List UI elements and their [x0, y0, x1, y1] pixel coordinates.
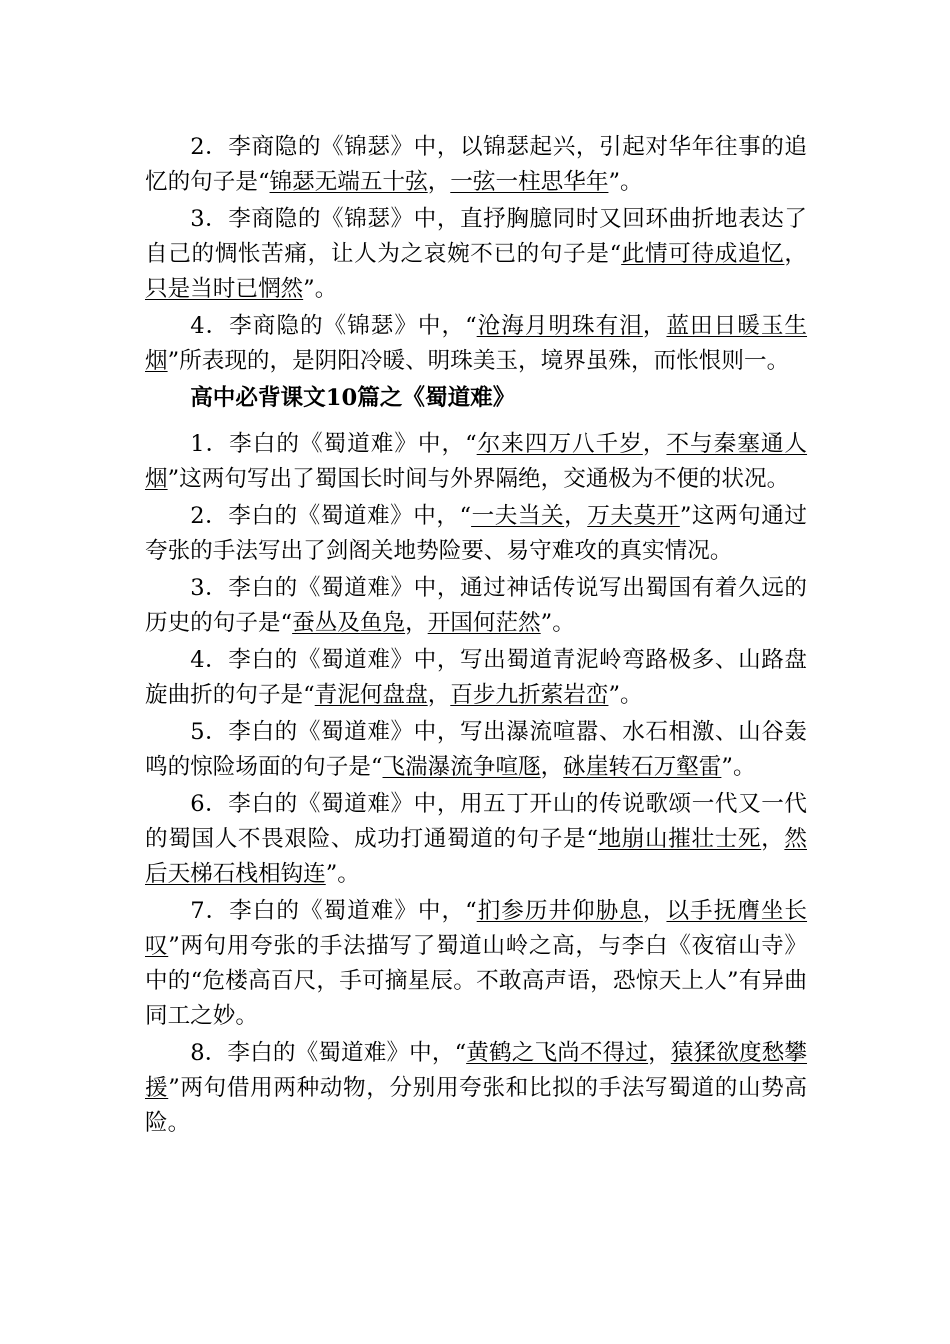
- section-jinse: [145, 130, 807, 379]
- list-item: 7．李白的《蜀道难》中，“扪参历井仰胁息，以手抚膺坐长叹”两句用夸张的手法描写了蜀道山岭之高，与李白《夜宿山寺》中的“危楼高百尺，手可摘星辰。不敢高声语，恐惊天上人”有异曲同工之妙。: [145, 898, 808, 1029]
- list-item: 3．李商隐的《锦瑟》中，直抒胸臆同时又回环曲折地表达了自己的惆怅苦痛，让人为之哀婉不已的句子是“此情可待成追忆，只是当时已惘然”。: [145, 206, 807, 302]
- underlined-answer: 蓝田日暖玉生烟: [145, 313, 808, 374]
- list-item: 3．李白的《蜀道难》中，通过神话传说写出蜀国有着久远的历史的句子是“蚕丛及鱼凫，开国何茫然”。: [145, 575, 807, 636]
- list-item: 6．李白的《蜀道难》中，用五丁开山的传说歌颂一代又一代的蜀国人不畏艰险、成功打通蜀道的句子是“地崩山摧壮士死，然后天梯石栈相钩连”。: [145, 791, 807, 887]
- underlined-answer: 飞湍瀑流争喧豗: [382, 754, 541, 780]
- underlined-answer: 青泥何盘盘: [314, 682, 428, 708]
- underlined-answer: 此情可待成追忆: [621, 241, 785, 267]
- underlined-answer: 地崩山摧壮士死: [597, 826, 762, 852]
- underlined-answer: 尔来四万八千岁: [476, 431, 643, 457]
- list-item: 1．李白的《蜀道难》中，“尔来四万八千岁，不与秦塞通人烟”这两句写出了蜀国长时间与外界隔绝，交通极为不便的状况。: [145, 431, 808, 492]
- underlined-answer: 百步九折萦岩峦: [450, 682, 609, 708]
- list-item: 8．李白的《蜀道难》中，“黄鹤之飞尚不得过，猿猱欲度愁攀援”两句借用两种动物，分别用夸张和比拟的手法写蜀道的山势高险。: [145, 1040, 808, 1136]
- list-item: 2．李商隐的《锦瑟》中，以锦瑟起兴，引起对华年往事的追忆的句子是“锦瑟无端五十弦，一弦一柱思华年”。: [145, 134, 807, 195]
- section-heading: 高中必背课文10篇之《蜀道难》: [190, 385, 516, 411]
- document-page: [145, 130, 807, 1143]
- underlined-answer: 锦瑟无端五十弦: [269, 169, 428, 195]
- underlined-answer: 万夫莫开: [587, 503, 680, 529]
- list-item: 4．李商隐的《锦瑟》中，“沧海月明珠有泪，蓝田日暖玉生烟”所表现的，是阴阳冷暖、明珠美玉，境界虽殊，而怅恨则一。: [145, 313, 808, 374]
- underlined-answer: 以手抚膺坐长叹: [145, 898, 808, 959]
- underlined-answer: 一弦一柱思华年: [450, 169, 609, 195]
- list-item: 5．李白的《蜀道难》中，写出瀑流喧嚣、水石相激、山谷轰鸣的惊险场面的句子是“飞湍瀑流争喧豗，砯崖转石万壑雷”。: [145, 719, 807, 780]
- section-shudaonan: [145, 427, 807, 1141]
- underlined-answer: 不与秦塞通人烟: [145, 431, 808, 492]
- underlined-answer: 猿猱欲度愁攀援: [145, 1040, 808, 1101]
- underlined-answer: 砯崖转石万壑雷: [563, 754, 722, 780]
- underlined-answer: 蚕丛及鱼凫: [292, 610, 406, 636]
- underlined-answer: 沧海月明珠有泪: [476, 313, 643, 339]
- underlined-answer: 扪参历井仰胁息: [476, 898, 643, 924]
- list-item: 2．李白的《蜀道难》中，“一夫当关，万夫莫开”这两句通过夸张的手法写出了剑阁关地势险要、易守难攻的真实情况。: [145, 503, 808, 564]
- list-item: 4．李白的《蜀道难》中，写出蜀道青泥岭弯路极多、山路盘旋曲折的句子是“青泥何盘盘，百步九折萦岩峦”。: [145, 647, 807, 708]
- underlined-answer: 只是当时已惘然: [145, 276, 304, 302]
- underlined-answer: 开国何茫然: [427, 610, 541, 636]
- underlined-answer: 一夫当关: [471, 503, 565, 529]
- underlined-answer: 黄鹤之飞尚不得过: [466, 1040, 649, 1066]
- underlined-answer: 然后天梯石栈相钩连: [145, 826, 807, 887]
